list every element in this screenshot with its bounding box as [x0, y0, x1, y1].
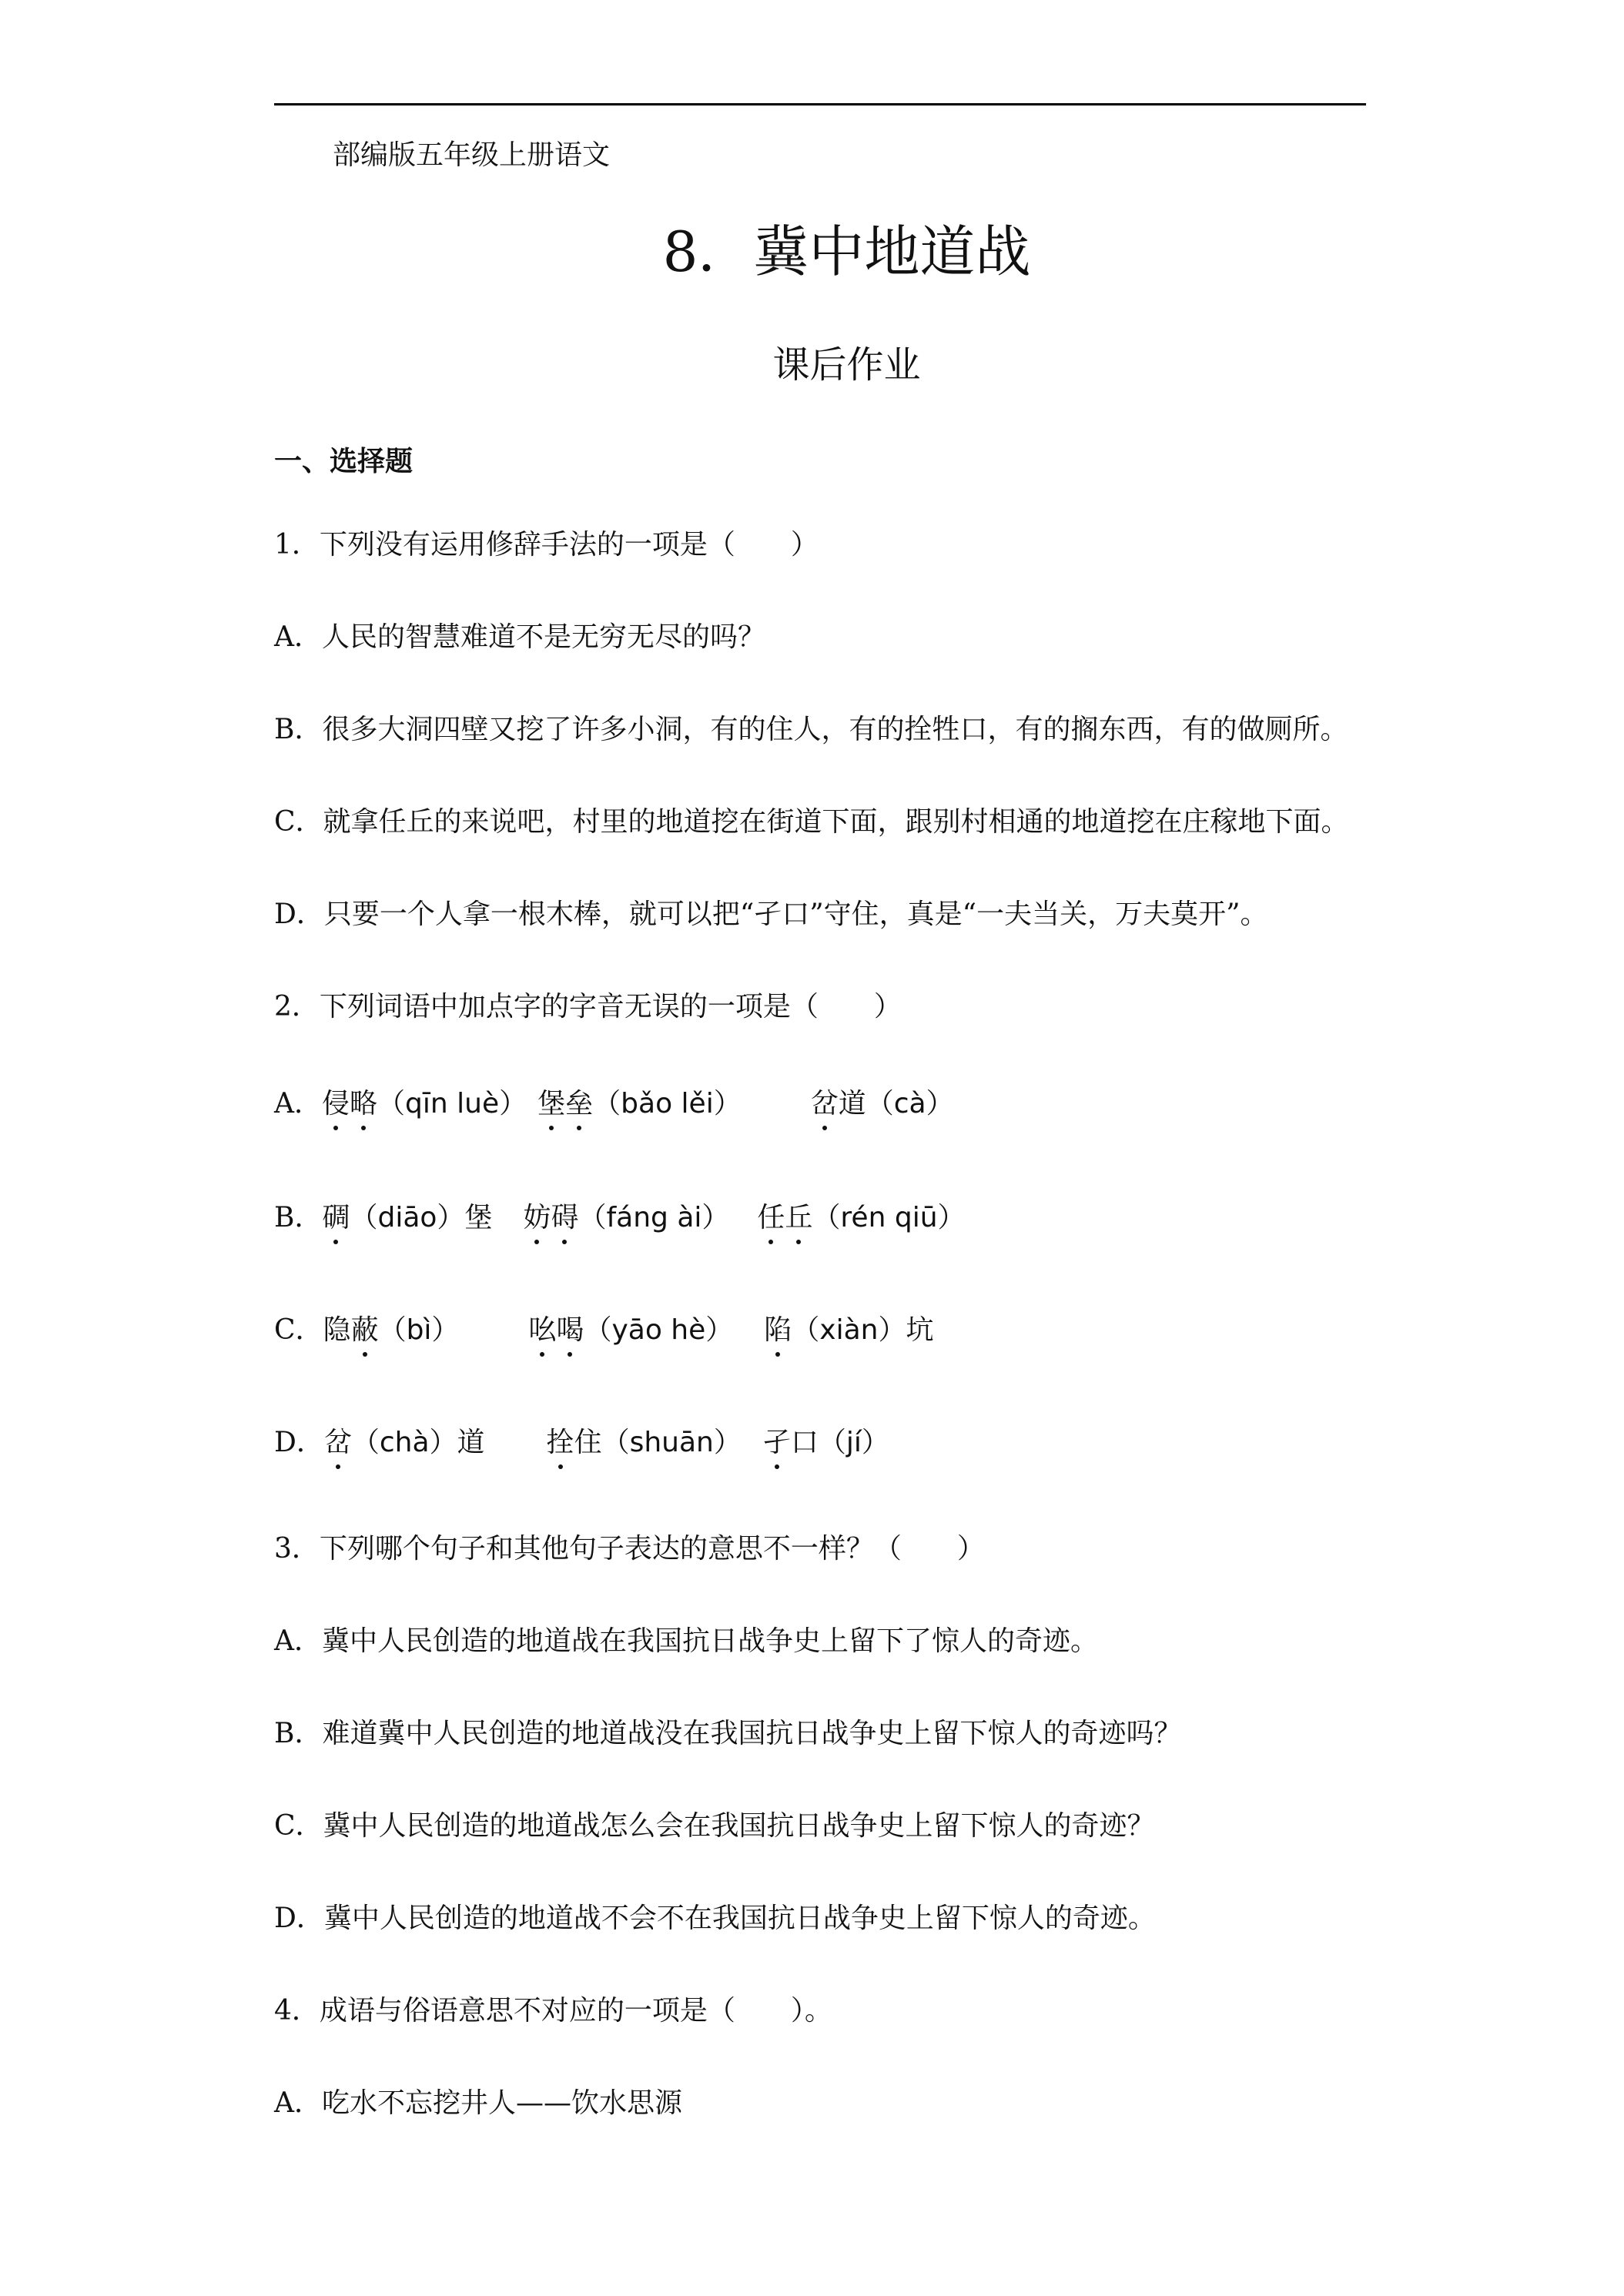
- dotted-char: 堡: [537, 1088, 566, 1120]
- question-2-option-c: C．隐蔽（bì） 吆喝（yāo hè） 陷（xiàn）坑: [274, 1314, 934, 1346]
- dotted-char: 碍: [551, 1202, 579, 1233]
- question-1-option-a: A．人民的智慧难道不是无穷无尽的吗？: [274, 621, 765, 653]
- header-rule: [274, 103, 1366, 105]
- dotted-char: 略: [350, 1088, 378, 1120]
- dotted-word: [537, 1088, 593, 1120]
- question-1-option-d: D．只要一个人拿一根木棒，就可以把“孑口”守住，真是“一夫当关，万夫莫开”。: [274, 899, 1268, 930]
- dotted-word: [322, 1088, 377, 1120]
- dotted-word: 蔽: [350, 1314, 379, 1346]
- dotted-char: 喝: [556, 1314, 584, 1346]
- question-2-option-d: D．岔（chà）道 拴住（shuān） 孑口（jí）: [274, 1427, 889, 1458]
- dotted-char: 丘: [785, 1202, 813, 1233]
- dotted-char: 妨: [523, 1202, 551, 1233]
- question-3-option-c: C．冀中人民创造的地道战怎么会在我国抗日战争史上留下惊人的奇迹？: [274, 1810, 1155, 1842]
- dotted-word: [523, 1202, 578, 1233]
- dotted-word: 孑: [762, 1427, 791, 1458]
- dotted-word: 陷: [764, 1314, 792, 1346]
- question-2-option-a: A．侵略（qīn luè） 堡垒（bǎo lěi） 岔道（cà）: [274, 1088, 954, 1120]
- question-4-option-a: A．吃水不忘挖井人——饮水思源: [274, 2087, 682, 2119]
- dotted-word: 碉: [322, 1202, 350, 1233]
- dotted-word: 岔: [323, 1427, 352, 1458]
- dotted-word: 岔: [810, 1088, 839, 1120]
- dotted-char: 垒: [565, 1088, 594, 1120]
- dotted-word: [757, 1202, 812, 1233]
- question-2-stem: 2．下列词语中加点字的字音无误的一项是（ ）: [274, 991, 902, 1022]
- page-title: 8．冀中地道战: [662, 219, 1031, 284]
- section-heading: 一、选择题: [274, 446, 414, 477]
- dotted-char: 任: [757, 1202, 785, 1233]
- question-3-option-a: A．冀中人民创造的地道战在我国抗日战争史上留下了惊人的奇迹。: [274, 1625, 1098, 1657]
- question-3-option-d: D．冀中人民创造的地道战不会不在我国抗日战争史上留下惊人的奇迹。: [274, 1903, 1156, 1934]
- question-2-option-b: B．碉（diāo）堡 妨碍（fáng ài） 任丘（rén qiū）: [274, 1202, 966, 1233]
- question-3-stem: 3．下列哪个句子和其他句子表达的意思不一样？（ ）: [274, 1533, 985, 1565]
- question-1-option-b: B．很多大洞四壁又挖了许多小洞，有的住人，有的拴牲口，有的搁东西，有的做厕所。: [274, 714, 1348, 745]
- page-subtitle: 课后作业: [772, 343, 921, 387]
- question-1-stem: 1．下列没有运用修辞手法的一项是（ ）: [274, 529, 819, 561]
- dotted-word: 拴: [546, 1427, 574, 1458]
- question-1-option-c: C．就拿任丘的来说吧，村里的地道挖在街道下面，跟别村相通的地道挖在庄稼地下面。: [274, 806, 1349, 838]
- header-label: 部编版五年级上册语文: [333, 139, 611, 171]
- question-4-stem: 4．成语与俗语意思不对应的一项是（ ）。: [274, 1995, 832, 2027]
- dotted-char: 吆: [528, 1314, 557, 1346]
- dotted-char: 侵: [322, 1088, 350, 1120]
- question-3-option-b: B．难道冀中人民创造的地道战没在我国抗日战争史上留下惊人的奇迹吗？: [274, 1718, 1182, 1749]
- dotted-word: [528, 1314, 584, 1346]
